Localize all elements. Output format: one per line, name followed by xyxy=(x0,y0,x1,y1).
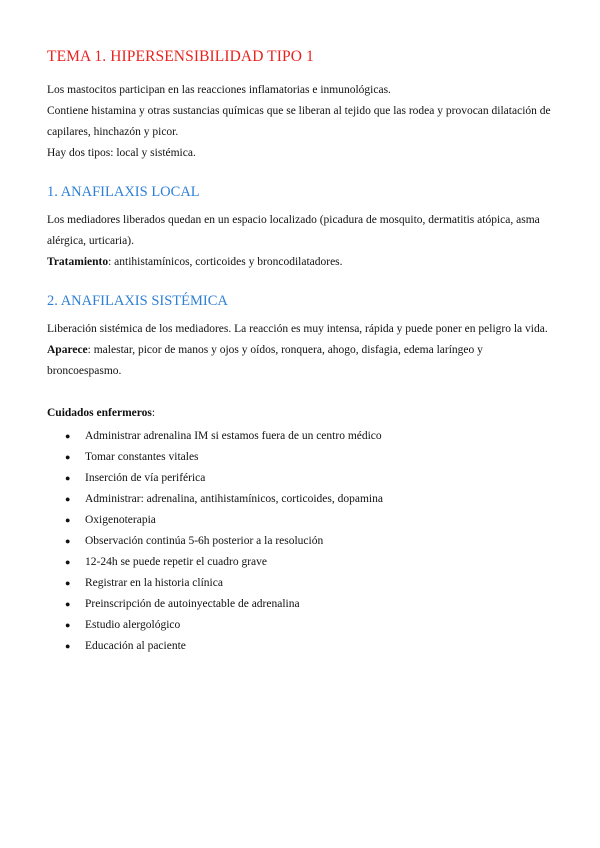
list-item xyxy=(47,594,557,615)
bullet-icon: ● xyxy=(65,515,71,525)
list-item xyxy=(47,615,557,636)
treatment-label: Tratamiento xyxy=(47,256,109,268)
bullet-icon: ● xyxy=(65,494,71,504)
care-heading xyxy=(47,403,557,424)
list-item xyxy=(47,489,557,510)
bullet-icon: ● xyxy=(65,536,71,546)
list-item xyxy=(47,573,557,594)
list-item-text: Administrar: adrenalina, antihistamínicos, corticoides, dopamina xyxy=(85,493,383,505)
care-list xyxy=(47,426,557,657)
bullet-icon: ● xyxy=(65,557,71,567)
section-heading-systemic: 2. ANAFILAXIS SISTÉMICA xyxy=(47,293,228,309)
document-title: TEMA 1. HIPERSENSIBILIDAD TIPO 1 xyxy=(47,48,314,65)
list-item xyxy=(47,447,557,468)
care-label: Cuidados enfermeros xyxy=(47,407,152,419)
bullet-icon: ● xyxy=(65,641,71,651)
bullet-icon: ● xyxy=(65,599,71,609)
list-item-text: Oxigenoterapia xyxy=(85,514,156,526)
local-description: Los mediadores liberados quedan en un espacio localizado (picadura de mosquito, dermatitis atópica, asma alérgica, urticaria). xyxy=(47,214,540,247)
appears-label: Aparece xyxy=(47,344,88,356)
list-item-text: Tomar constantes vitales xyxy=(85,451,199,463)
bullet-icon: ● xyxy=(65,473,71,483)
list-item-text: Estudio alergológico xyxy=(85,619,181,631)
bullet-icon: ● xyxy=(65,431,71,441)
list-item-text: Inserción de vía periférica xyxy=(85,472,206,484)
list-item-text: Observación continúa 5-6h posterior a la resolución xyxy=(85,535,324,547)
intro-paragraph-3: Hay dos tipos: local y sistémica. xyxy=(47,147,196,159)
care-suffix: : xyxy=(151,407,156,419)
intro-paragraph-1: Los mastocitos participan en las reacciones inflamatorias e inmunológicas. xyxy=(47,84,391,96)
treatment-text: : antihistamínicos, corticoides y broncodilatadores. xyxy=(108,256,343,268)
systemic-symptoms xyxy=(47,340,557,382)
list-item xyxy=(47,426,557,447)
list-item xyxy=(47,531,557,552)
list-item-text: Preinscripción de autoinyectable de adrenalina xyxy=(85,598,300,610)
bullet-icon: ● xyxy=(65,578,71,588)
list-item xyxy=(47,552,557,573)
intro-paragraph-2: Contiene histamina y otras sustancias químicas que se liberan al tejido que las rodea y provocan dilatación de capilares, hinchazón y picor. xyxy=(47,105,551,138)
bullet-icon: ● xyxy=(65,452,71,462)
systemic-description: Liberación sistémica de los mediadores. La reacción es muy intensa, rápida y puede poner en peligro la vida. xyxy=(47,323,548,335)
local-treatment xyxy=(47,252,557,273)
bullet-icon: ● xyxy=(65,620,71,630)
list-item xyxy=(47,510,557,531)
section-heading-local: 1. ANAFILAXIS LOCAL xyxy=(47,184,200,200)
list-item xyxy=(47,636,557,657)
list-item-text: 12-24h se puede repetir el cuadro grave xyxy=(85,556,268,568)
document-page xyxy=(47,48,557,657)
list-item-text: Administrar adrenalina IM si estamos fuera de un centro médico xyxy=(85,430,382,442)
list-item xyxy=(47,468,557,489)
appears-text: : malestar, picor de manos y ojos y oídos, ronquera, ahogo, disfagia, edema laríngeo y broncoespasmo. xyxy=(47,344,483,377)
list-item-text: Registrar en la historia clínica xyxy=(85,577,223,589)
list-item-text: Educación al paciente xyxy=(85,640,186,652)
